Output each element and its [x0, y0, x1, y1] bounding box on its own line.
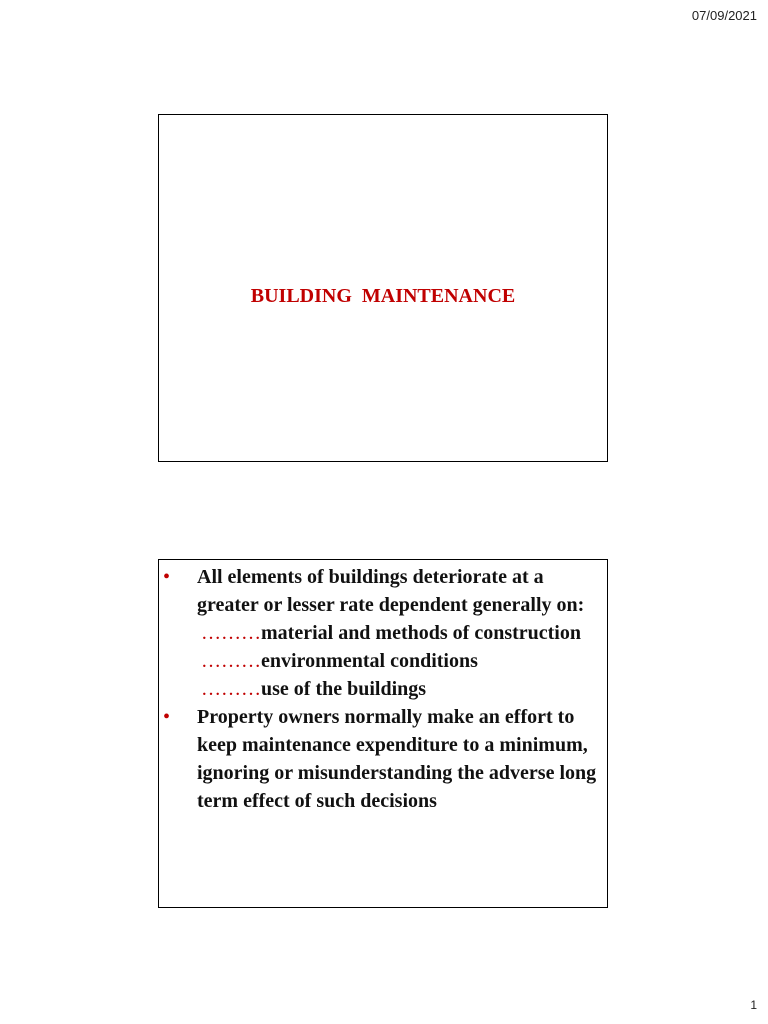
bullet-item-1 [159, 563, 607, 703]
sub-item-text: environmental conditions [261, 650, 478, 672]
sub-item-1 [197, 619, 601, 647]
slide-title-frame [158, 114, 608, 462]
sub-item-dots: ……… [201, 678, 261, 700]
sub-item-dots: ……… [201, 622, 261, 644]
slide-content-frame [158, 559, 608, 908]
bullet-list [159, 563, 607, 815]
date-label: 07/09/2021 [691, 8, 757, 23]
bullet-text: Property owners normally make an effort to keep maintenance expenditure to a minimum, ignoring or misunderstanding the adverse long term effect of such decisions [197, 706, 597, 812]
bullet-text: All elements of buildings deteriorate at a greater or lesser rate dependent generally on: [197, 566, 585, 616]
bullet-item-2 [159, 703, 607, 815]
sub-item-3 [197, 675, 601, 703]
sub-item-2 [197, 647, 601, 675]
slide-title: BUILDING MAINTENANCE [250, 285, 516, 307]
bullet-mark: • [163, 566, 171, 588]
bullet-mark: • [163, 706, 171, 728]
page-number: 1 [750, 998, 757, 1012]
sub-item-text: material and methods of construction [261, 622, 581, 644]
sub-item-text: use of the buildings [261, 678, 427, 700]
sub-item-dots: ……… [201, 650, 261, 672]
